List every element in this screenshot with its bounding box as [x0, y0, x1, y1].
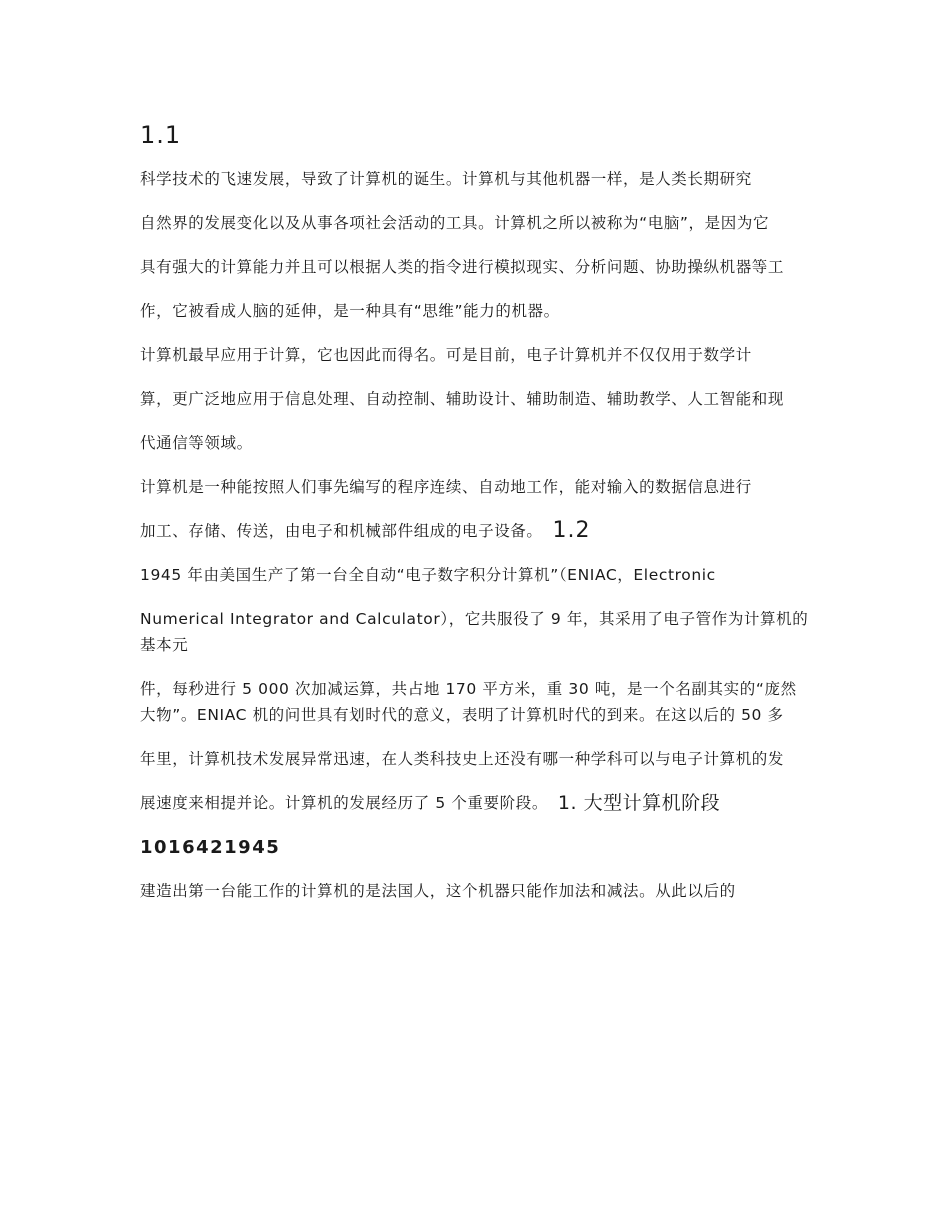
stage-heading: 1. 大型计算机阶段 — [557, 792, 721, 814]
paragraph: 具有强大的计算能力并且可以根据人类的指令进行模拟现实、分析问题、协助操纵机器等工 — [140, 258, 785, 276]
paragraph: 1945 年由美国生产了第一台全自动“电子数字积分计算机”（ENIAC，Electronic — [140, 566, 716, 584]
section-heading-1-1: 1.1 — [140, 121, 182, 149]
paragraph: 计算机最早应用于计算，它也因此而得名。可是目前，电子计算机并不仅仅用于数学计 — [140, 346, 752, 364]
paragraph: 件，每秒进行 5 000 次加减运算，共占地 170 平方米，重 30 吨，是一个名副其实的“庞然大物”。ENIAC 机的问世具有划时代的意义，表明了计算机时代的到来。在这以后的 50 多 — [140, 680, 797, 724]
paragraph: 建造出第一台能工作的计算机的是法国人，这个机器只能作加法和减法。从此以后的 — [140, 882, 736, 900]
paragraph-with-heading — [140, 518, 812, 544]
paragraph-text: 展速度来相提并论。计算机的发展经历了 5 个重要阶段。 — [140, 794, 548, 812]
paragraph: 计算机是一种能按照人们事先编写的程序连续、自动地工作，能对输入的数据信息进行 — [140, 478, 752, 496]
paragraph-text: 加工、存储、传送，由电子和机械部件组成的电子设备。 — [140, 522, 543, 540]
document-page — [140, 118, 812, 922]
paragraph: 科学技术的飞速发展，导致了计算机的诞生。计算机与其他机器一样，是人类长期研究 — [140, 170, 752, 188]
paragraph: 算，更广泛地应用于信息处理、自动控制、辅助设计、辅助制造、辅助教学、人工智能和现 — [140, 390, 785, 408]
paragraph: 代通信等领域。 — [140, 434, 253, 452]
paragraph-with-stage-heading — [140, 790, 812, 816]
paragraph: 年里，计算机技术发展异常迅速，在人类科技史上还没有哪一种学科可以与电子计算机的发 — [140, 750, 785, 768]
section-heading-1-2: 1.2 — [552, 518, 591, 543]
paragraph: Numerical Integrator and Calculator），它共服役了 9 年，其采用了电子管作为计算机的基本元 — [140, 610, 809, 654]
paragraph: 作，它被看成人脑的延伸，是一种具有“思维”能力的机器。 — [140, 302, 560, 320]
paragraph: 自然界的发展变化以及从事各项社会活动的工具。计算机之所以被称为“电脑”，是因为它 — [140, 214, 770, 232]
stage-number: 1016421945 — [140, 837, 281, 858]
